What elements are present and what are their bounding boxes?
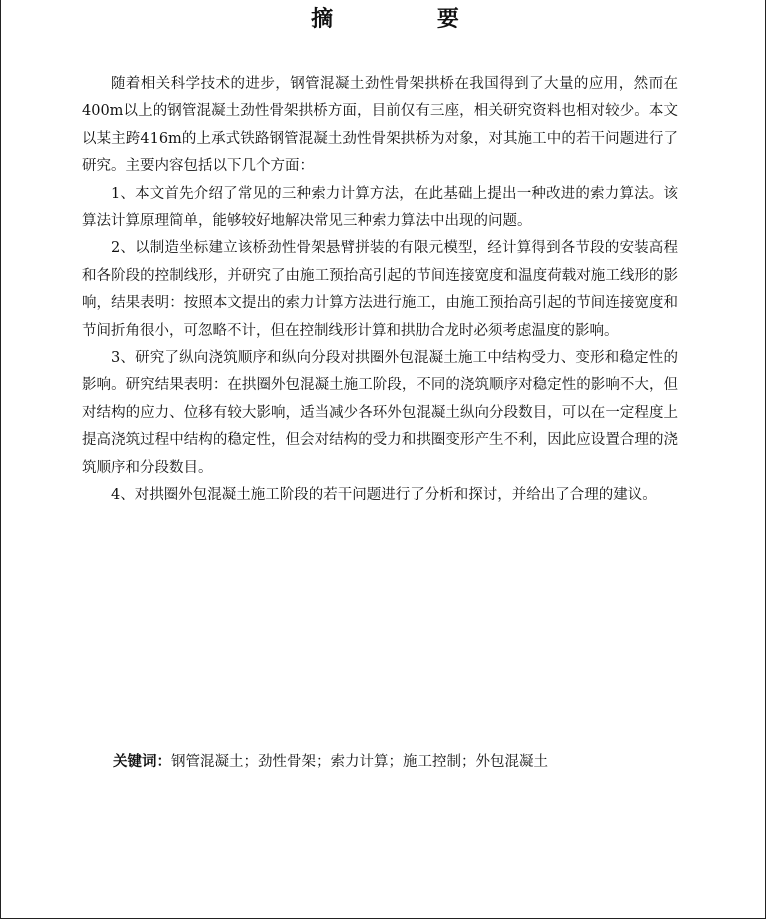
- abstract-body: [82, 71, 678, 510]
- abstract-paragraph-1: 1、本文首先介绍了常见的三种索力计算方法，在此基础上提出一种改进的索力算法。该算法计算原理简单，能够较好地解决常见三种索力算法中出现的问题。: [82, 185, 678, 230]
- abstract-paragraph-2: 2、以制造坐标建立该桥劲性骨架悬臂拼装的有限元模型，经计算得到各节段的安装高程和各阶段的控制线形，并研究了由施工预抬高引起的节间连接宽度和温度荷载对施工线形的影响，结果表明：按照本文提出的索力计算方法进行施工，由施工预抬高引起的节间连接宽度和节间折角很小，可忽略不计，但在控制线形计算和拱肋合龙时必须考虑温度的影响。: [82, 240, 678, 339]
- abstract-paragraph-3: 3、研究了纵向浇筑顺序和纵向分段对拱圈外包混凝土施工中结构受力、变形和稳定性的影响。研究结果表明：在拱圈外包混凝土施工阶段，不同的浇筑顺序对稳定性的影响不大，但对结构的应力、位移有较大影响，适当减少各环外包混凝土纵向分段数目，可以在一定程度上提高浇筑过程中结构的稳定性，但会对结构的受力和拱圈变形产生不利，因此应设置合理的浇筑顺序和分段数目。: [82, 350, 678, 476]
- abstract-paragraph-4: 4、对拱圈外包混凝土施工阶段的若干问题进行了分析和探讨，并给出了合理的建议。: [111, 487, 657, 504]
- keywords-label: 关键词：: [113, 754, 171, 770]
- keywords-line: [113, 750, 713, 774]
- abstract-paragraph-intro: 随着相关科学技术的进步，钢管混凝土劲性骨架拱桥在我国得到了大量的应用，然而在400m以上的钢管混凝土劲性骨架拱桥方面，目前仅有三座，相关研究资料也相对较少。本文以某主跨416m的上承式铁路钢管混凝土劲性骨架拱桥为对象，对其施工中的若干问题进行了研究。主要内容包括以下几个方面：: [82, 76, 678, 175]
- keywords-text: 钢管混凝土；劲性骨架；索力计算；施工控制；外包混凝土: [171, 754, 548, 770]
- abstract-title: 摘 要: [311, 7, 507, 32]
